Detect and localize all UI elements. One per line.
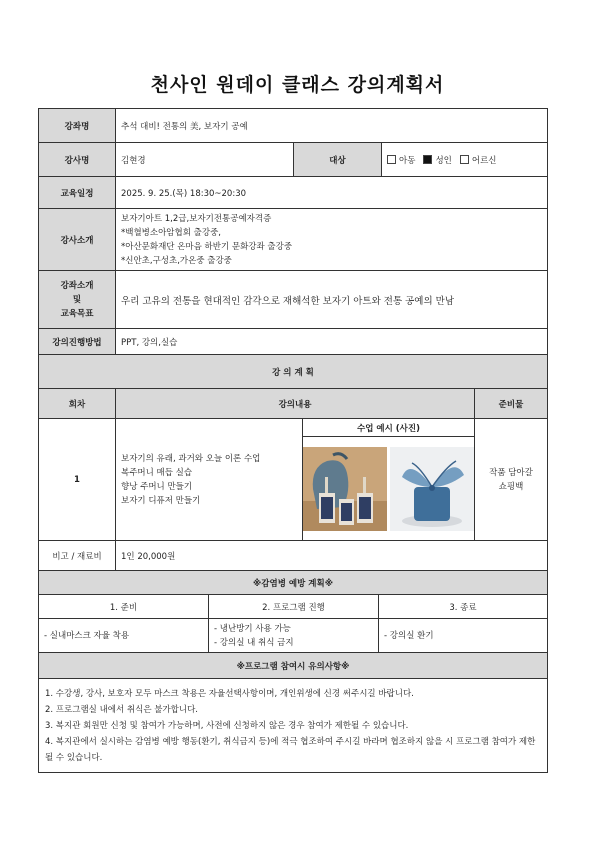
step-progress: 2. 프로그램 진행: [209, 595, 379, 618]
step1-items: - 실내마스크 자율 착용: [39, 619, 209, 652]
course-row: [39, 109, 547, 143]
checkbox-checked-icon: [423, 155, 432, 164]
notes-header-row: [39, 653, 547, 679]
goal-value: 우리 고유의 전통을 현대적인 감각으로 재해석한 보자기 아트와 전통 공예의 만남: [121, 295, 455, 307]
prevention-steps-row: [39, 595, 547, 619]
photo-area: [303, 437, 474, 540]
checkbox-unchecked-icon: [460, 155, 469, 164]
prep-line: 쇼핑백: [498, 481, 524, 492]
target-option-adult[interactable]: 성인: [423, 154, 451, 166]
diffuser-bottles-photo: [303, 447, 387, 531]
schedule-label: 교육일정: [39, 177, 116, 208]
fee-row: [39, 541, 547, 571]
prevention-header-row: [39, 571, 547, 595]
plan-columns-row: [39, 389, 547, 419]
step2-items: - 냉난방기 사용 가능 - 강의실 내 취식 금지: [209, 619, 379, 652]
schedule-row: [39, 177, 547, 209]
session-content: [116, 419, 303, 540]
instructor-row: [39, 143, 547, 177]
note-item: 1. 수강생, 강사, 보호자 모두 마스크 착용은 자율선택사항이며, 개인위생에 신경 써주시길 바랍니다.: [45, 688, 414, 699]
content-line: 보자기의 유래, 과거와 오늘 이론 수업: [121, 453, 261, 464]
fee-value: 1인 20,000원: [121, 551, 176, 562]
content-line: 복주머니 매듭 실습: [121, 467, 193, 478]
session-number: 1: [39, 419, 116, 540]
course-label: 강좌명: [39, 109, 116, 142]
col-prep: 준비물: [498, 399, 524, 410]
target-label: 대상: [294, 143, 382, 176]
method-row: [39, 329, 547, 355]
col-session: 회차: [39, 389, 116, 418]
content-line: 향낭 주머니 만들기: [121, 481, 193, 492]
prep-items: [475, 419, 547, 540]
instructor-value: 김현경: [116, 143, 294, 176]
plan-header-row: [39, 355, 547, 389]
notes-list: [39, 679, 547, 772]
notes-header: ※프로그램 참여시 유의사항※: [236, 661, 350, 672]
schedule-value: 2025. 9. 25.(목) 18:30~20:30: [121, 188, 247, 199]
target-option-senior[interactable]: 어르신: [460, 154, 497, 166]
intro-label: 강사소개: [39, 209, 116, 270]
target-option-child[interactable]: 아동: [387, 154, 415, 166]
prevention-items-row: [39, 619, 547, 653]
instructor-label: 강사명: [39, 143, 116, 176]
photo-cell: [303, 419, 475, 540]
prevention-header: ※감염병 예방 계획※: [253, 578, 333, 589]
wrapped-gift-photo: [390, 447, 474, 531]
intro-line: *아산문화재단 온마음 하반기 문화강좌 출강중: [121, 241, 293, 252]
intro-line: *신안초,구성초,가온중 출강중: [121, 255, 232, 266]
note-item: 3. 복지관 회원만 신청 및 참여가 가능하며, 사전에 신청하지 않은 경우 참여가 제한될 수 있습니다.: [45, 720, 409, 731]
document-title: 천사인 원데이 클래스 강의계획서: [150, 74, 445, 96]
goal-row: [39, 271, 547, 329]
method-label: 강의진행방법: [39, 329, 116, 354]
method-value: PPT, 강의,실습: [121, 337, 178, 348]
notes-row: [39, 679, 547, 773]
intro-lines: [116, 209, 547, 270]
target-options: [382, 143, 547, 176]
prep-line: 작품 담아갈: [489, 467, 533, 478]
step-prepare: 1. 준비: [39, 595, 209, 618]
note-item: 4. 복지관에서 실시하는 감염병 예방 행동(환기, 취식금지 등)에 적극 협조하여 주시길 바라며 협조하지 않을 시 프로그램 참여가 제한될 수 있습니다.: [45, 736, 536, 763]
goal-label: 강좌소개 및 교육목표: [39, 271, 116, 328]
col-content: 강의내용: [116, 389, 475, 418]
lecture-plan-table: [38, 108, 548, 773]
course-value: 추석 대비! 전통의 美, 보자기 공예: [121, 121, 248, 132]
step-end: 3. 종료: [449, 602, 477, 613]
plan-header: 강 의 계 획: [272, 367, 314, 378]
note-item: 2. 프로그램실 내에서 취식은 불가합니다.: [45, 704, 198, 715]
step3-items: - 강의실 환기: [384, 630, 434, 641]
fee-label: 비고 / 재료비: [39, 541, 116, 570]
photo-header: 수업 예시 (사진): [303, 419, 474, 437]
intro-line: *백혈병소아암협회 출강중,: [121, 227, 221, 238]
intro-row: [39, 209, 547, 271]
checkbox-unchecked-icon: [387, 155, 396, 164]
intro-line: 보자기아트 1,2급,보자기전통공예자격증: [121, 213, 272, 224]
content-line: 보자기 디퓨저 만들기: [121, 495, 201, 506]
plan-session-row: [39, 419, 547, 541]
